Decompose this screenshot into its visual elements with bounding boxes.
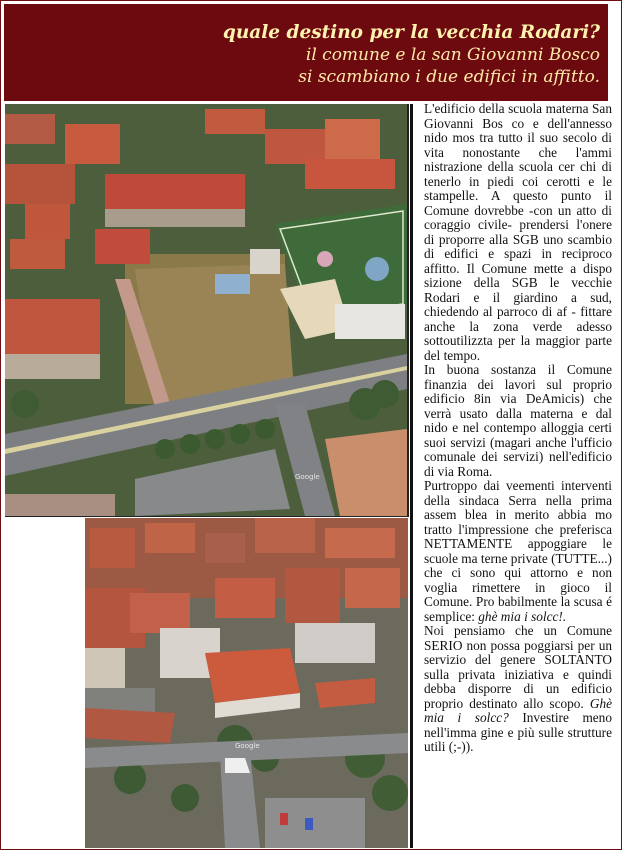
article-paragraph-3 <box>424 479 612 624</box>
aerial-photo-bottom-image <box>85 518 408 848</box>
headline-banner <box>4 4 608 101</box>
article-paragraph-3-quote: ghè mia i solcc!. <box>478 608 567 624</box>
article-paragraph-3-text: Purtroppo dai veementi interventi della sindaca Serra nella prima assem blea in merito abbia mo tratto l'impressione che preferisca NETTAMENTE appoggiare le scuole ma terne private (TUTTE...) che ci sono qui attorno e non voglia rimettere in gioco il Comune. Pro babilmente la scusa é semplice: <box>424 478 612 624</box>
headline-subtitle-2: si scambiano i due edifici in affitto. <box>298 67 600 87</box>
article-paragraph-4-text-b: Investire meno nell'imma gine e più sulle strutture utili (;-)). <box>424 710 612 754</box>
aerial-photo-top <box>5 104 409 517</box>
article-body <box>424 102 612 755</box>
article-paragraph-1: L'edificio della scuola materna San Giovanni Bos co e dell'annesso nido mos tra tutto il suo secolo di vita nonostante che l'ammi nistrazione della scuola cer chi di tenerlo in piedi coi cerotti e le stampelle. A questo punto il Comune dovrebbe -con un atto di coraggio civile- prendersi l'onere di proporre alla SGB uno scambio di edifici e spazi in reciproco affitto. Il Comune mette a dispo sizione della SGB le vecchie Rodari e il giardino a sud, chiedendo al parroco di af - fittare anche la zona verde adesso sottoutilizzta per la maggior parte del tempo. <box>424 101 612 363</box>
google-watermark-top: Google <box>295 473 320 481</box>
article-paragraph-4 <box>424 624 612 755</box>
aerial-photo-bottom <box>85 518 408 848</box>
article-paragraph-4-quote: Ghè mia i solcc? <box>424 695 612 725</box>
google-watermark-bottom: Google <box>235 742 260 750</box>
article-paragraph-4-text-a: Noi pensiamo che un Comune SERIO non possa poggiarsi per un servizio del genere SOLTANTO sulla privata iniziativa e quindi debba disporre di un edificio proprio destinato allo scopo. <box>424 623 612 711</box>
column-divider <box>410 104 413 848</box>
aerial-photo-top-image <box>5 104 407 516</box>
headline-subtitle-1: il comune e la san Giovanni Bosco <box>305 45 600 65</box>
article-paragraph-2: In buona sostanza il Comune finanzia dei lavori sul proprio edificio 8in via DeAmicis) che verrà usato dalla materna e dal nido e nel contempo alloggia certi suoi servizi (magari anche l'ufficio comunale dei servizi) nell'edificio di via Roma. <box>424 362 612 479</box>
headline-title: quale destino per la vecchia Rodari? <box>222 22 600 43</box>
